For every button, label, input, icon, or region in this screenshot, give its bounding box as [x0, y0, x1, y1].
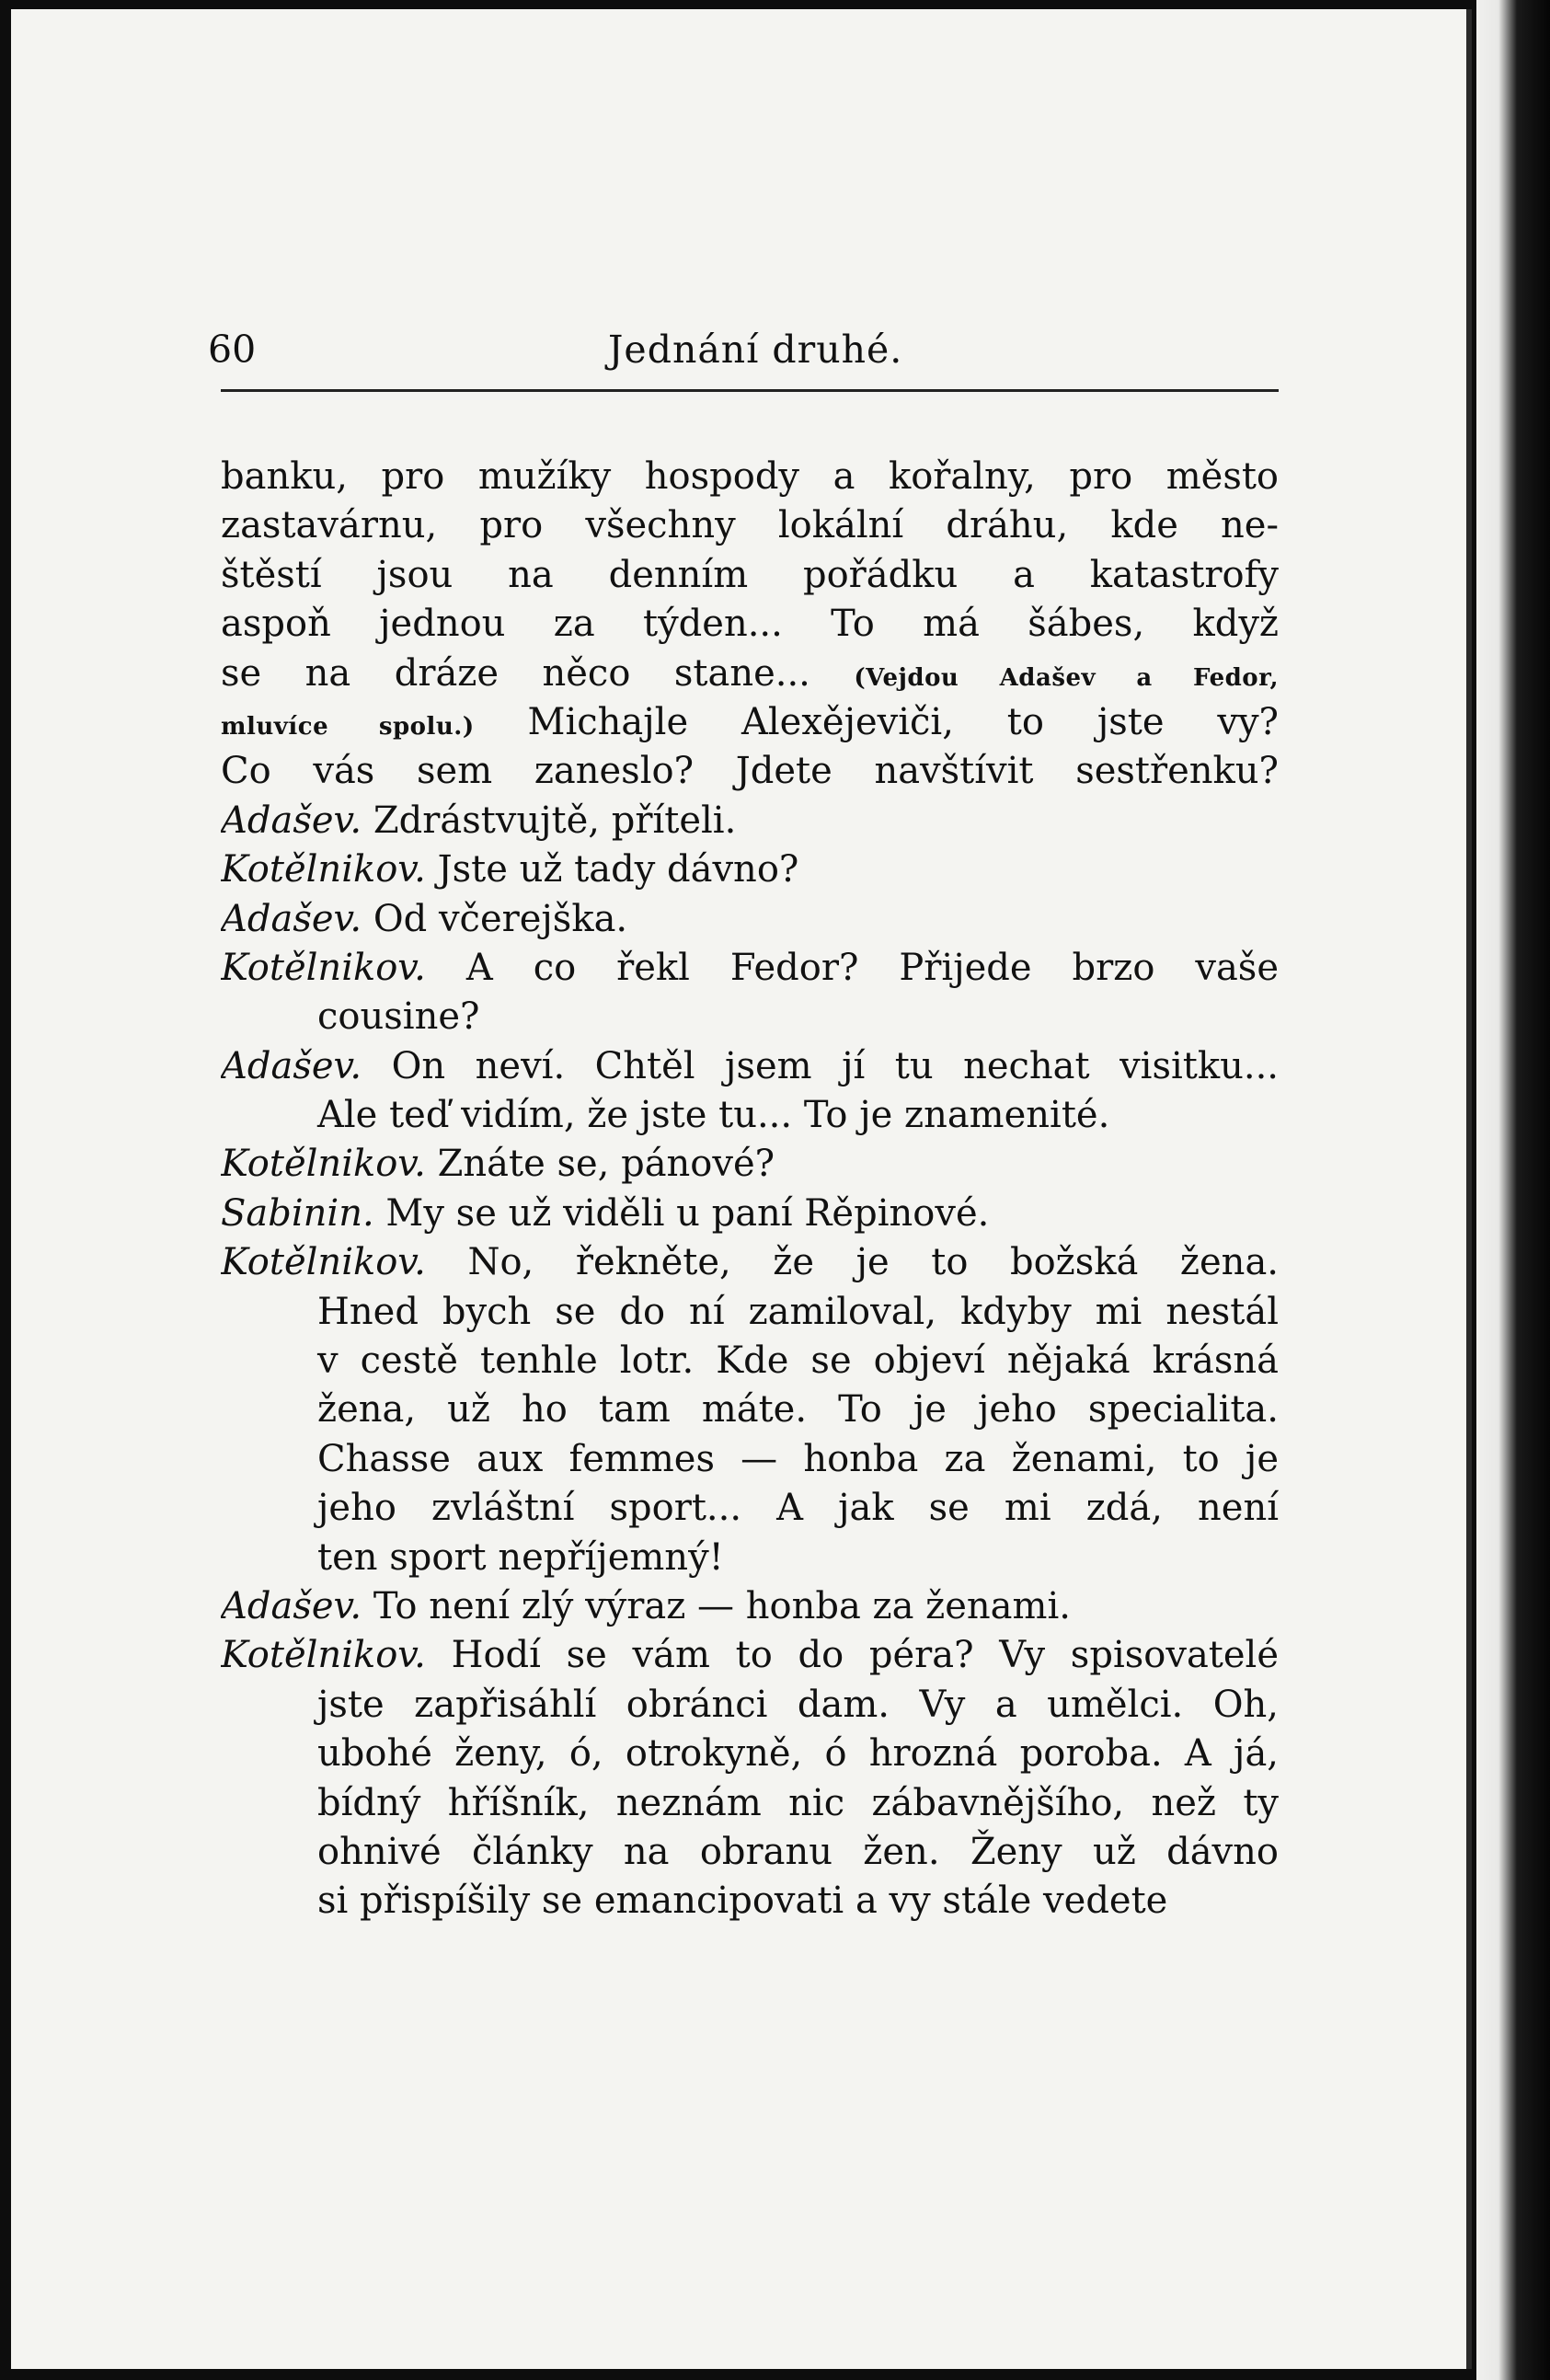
text-line — [221, 1582, 1279, 1631]
text-line: Co vás sem zaneslo? Jdete navštívit sestřenku? — [221, 750, 1279, 793]
speaker-name: Adašev. — [221, 1044, 362, 1087]
line-text: jste zapřisáhlí obránci dam. Vy a umělci. Oh, — [317, 1683, 1279, 1726]
speaker-name: Kotělnikov. — [221, 946, 426, 989]
speaker-name: Kotělnikov. — [221, 1143, 426, 1186]
text-line: aspoň jednou za týden... To má šábes, když — [221, 603, 1279, 646]
text-line — [221, 797, 1279, 845]
line-text: No, řekněte, že je to božská žena. — [467, 1241, 1279, 1284]
running-head — [208, 328, 1275, 383]
line-text: si přispíšily se emancipovati a vy stále vedete — [317, 1880, 1168, 1923]
speech-block — [221, 1190, 1279, 1238]
speaker-name: Adašev. — [221, 799, 362, 842]
text-line — [221, 698, 1279, 747]
speech-block — [221, 895, 1279, 944]
line-text: jeho zvláštní sport... A jak se mi zdá, není — [317, 1487, 1279, 1530]
text-line — [221, 1337, 1279, 1385]
text-line — [221, 1042, 1279, 1091]
line-text: Znáte se, pánové? — [437, 1143, 775, 1186]
speech-block — [221, 1631, 1279, 1926]
line-text: Chasse aux femmes — honba za ženami, to je — [317, 1437, 1279, 1480]
text-line — [221, 1385, 1279, 1434]
speaker-name: Kotělnikov. — [221, 848, 426, 891]
text-line — [221, 895, 1279, 944]
text-line — [221, 1828, 1279, 1877]
book-spine-shadow — [1476, 0, 1550, 2380]
speaker-name: Adašev. — [221, 1584, 362, 1627]
line-text: ohnivé články na obranu žen. Ženy už dávno — [317, 1830, 1279, 1873]
page-number: 60 — [208, 328, 257, 372]
line-text: Ale teď vidím, že jste tu... To je znamenité. — [317, 1094, 1110, 1137]
speech-block — [221, 1582, 1279, 1631]
text-line: štěstí jsou na denním pořádku a katastrofy — [221, 553, 1279, 596]
line-text: On neví. Chtěl jsem jí tu nechat visitku... — [391, 1044, 1279, 1087]
speaker-name: Kotělnikov. — [221, 1241, 426, 1284]
line-text: Od včerejška. — [373, 897, 628, 940]
line-text: Hodí se vám to do péra? Vy spisovatelé — [451, 1634, 1279, 1677]
text-line — [221, 1091, 1279, 1140]
speaker-name: Kotělnikov. — [221, 1634, 426, 1677]
line-text: Zdrástvujtě, příteli. — [373, 799, 737, 842]
line-text: To není zlý výraz — honba za ženami. — [373, 1584, 1071, 1627]
line-text: A co řekl Fedor? Přijede brzo vaše — [465, 946, 1279, 989]
line-text: bídný hříšník, neznám nic zábavnějšího, než ty — [317, 1781, 1279, 1824]
speech-block — [221, 1238, 1279, 1582]
text-line — [221, 1238, 1279, 1287]
line-text: cousine? — [317, 995, 480, 1039]
line-text: žena, už ho tam máte. To je jeho specialita. — [317, 1388, 1279, 1431]
line-text: ten sport nepříjemný! — [317, 1535, 724, 1579]
speaker-name: Sabinin. — [221, 1191, 374, 1235]
speaker-name: Adašev. — [221, 897, 362, 940]
text-line — [221, 1631, 1279, 1680]
line-text: Jste už tady dávno? — [437, 848, 799, 891]
speech-block — [221, 944, 1279, 1042]
chapter-title: Jednání druhé. — [608, 328, 903, 372]
speech-block — [221, 845, 1279, 894]
text-line — [221, 944, 1279, 993]
opening-paragraph — [221, 453, 1279, 797]
speech-block — [221, 1042, 1279, 1141]
text-line — [221, 1190, 1279, 1238]
stage-direction: (Vejdou Adašev a Fedor, — [854, 663, 1279, 692]
line-text: v cestě tenhle lotr. Kde se objeví nějaká krásná — [317, 1339, 1279, 1383]
speech-block — [221, 797, 1279, 845]
line-text: Hned bych se do ní zamiloval, kdyby mi nestál — [317, 1290, 1279, 1333]
text-line — [221, 1484, 1279, 1533]
line-text: My se už viděli u paní Rěpinové. — [385, 1191, 990, 1235]
text-line — [221, 993, 1279, 1041]
text-line — [221, 650, 1279, 698]
line-text: se na dráze něco stane... — [221, 651, 810, 695]
dialogue — [221, 797, 1279, 1926]
text-line — [221, 1435, 1279, 1484]
text-line — [221, 1534, 1279, 1582]
text-line: zastavárnu, pro všechny lokální dráhu, kde ne- — [221, 504, 1279, 547]
text-line — [221, 1730, 1279, 1778]
text-line — [221, 845, 1279, 894]
header-rule — [221, 389, 1279, 392]
text-line: banku, pro mužíky hospody a kořalny, pro město — [221, 455, 1279, 498]
text-line — [221, 1681, 1279, 1730]
stage-direction: mluvíce spolu.) — [221, 712, 475, 741]
line-text: Michajle Alexějeviči, to jste vy? — [527, 700, 1279, 743]
text-line — [221, 1877, 1279, 1926]
text-line — [221, 1140, 1279, 1189]
body-text — [221, 453, 1279, 1926]
speech-block — [221, 1140, 1279, 1189]
text-line — [221, 1779, 1279, 1828]
text-line — [221, 1288, 1279, 1337]
line-text: ubohé ženy, ó, otrokyně, ó hrozná poroba. A já, — [317, 1732, 1279, 1776]
